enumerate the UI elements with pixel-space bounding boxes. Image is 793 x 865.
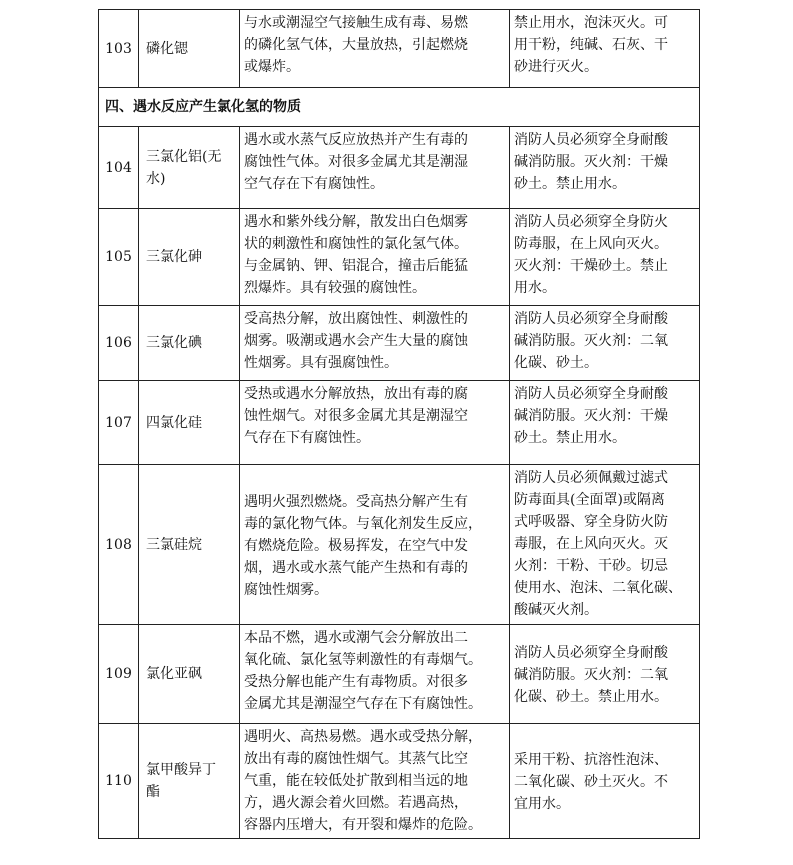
hazard-description: 遇水或水蒸气反应放热并产生有毒的 腐蚀性气体。对很多金属尤其是潮湿 空气存在下有腐蚀性。: [240, 127, 510, 209]
table-row: [99, 625, 700, 724]
table-row: [99, 10, 700, 88]
firefighting-measures: 消防人员必须佩戴过滤式 防毒面具(全面罩)或隔离 式呼吸器、穿全身防火防 毒服，在上风向灭火。灭 火剂：干粉、干砂。切忌 使用水、泡沫、二氧化碳、 酸碱灭火剂。: [510, 465, 700, 625]
hazard-table: [98, 9, 700, 839]
row-number: 108: [99, 465, 139, 625]
substance-name: 三氯硅烷: [139, 465, 240, 625]
section-title: 四、遇水反应产生氯化氢的物质: [99, 88, 700, 127]
firefighting-measures: 消防人员必须穿全身耐酸 碱消防服。灭火剂：干燥 砂土。禁止用水。: [510, 381, 700, 465]
hazard-description: 受高热分解，放出腐蚀性、刺激性的 烟雾。吸潮或遇水会产生大量的腐蚀 性烟雾。具有强腐蚀性。: [240, 306, 510, 381]
table-row: [99, 209, 700, 306]
firefighting-measures: 消防人员必须穿全身耐酸 碱消防服。灭火剂：二氧 化碳、砂土。禁止用水。: [510, 625, 700, 724]
firefighting-measures: 采用干粉、抗溶性泡沫、 二氧化碳、砂土灭火。不 宜用水。: [510, 724, 700, 839]
firefighting-measures: 消防人员必须穿全身耐酸 碱消防服。灭火剂：二氧 化碳、砂土。: [510, 306, 700, 381]
hazard-description: 受热或遇水分解放热，放出有毒的腐 蚀性烟气。对很多金属尤其是潮湿空 气存在下有腐蚀性。: [240, 381, 510, 465]
firefighting-measures: 禁止用水，泡沫灭火。可 用干粉，纯碱、石灰、干 砂进行灭火。: [510, 10, 700, 88]
table-row: [99, 465, 700, 625]
firefighting-measures: 消防人员必须穿全身耐酸 碱消防服。灭火剂：干燥 砂土。禁止用水。: [510, 127, 700, 209]
substance-name: 三氯化砷: [139, 209, 240, 306]
substance-name: 磷化锶: [139, 10, 240, 88]
substance-name: 三氯化铝(无 水): [139, 127, 240, 209]
section-header-row: [99, 88, 700, 127]
substance-name: 氯甲酸异丁 酯: [139, 724, 240, 839]
row-number: 106: [99, 306, 139, 381]
table-row: [99, 381, 700, 465]
table-row: [99, 306, 700, 381]
row-number: 109: [99, 625, 139, 724]
row-number: 105: [99, 209, 139, 306]
row-number: 104: [99, 127, 139, 209]
row-number: 110: [99, 724, 139, 839]
hazard-description: 遇明火强烈燃烧。受高热分解产生有 毒的氯化物气体。与氧化剂发生反应， 有燃烧危险。极易挥发，在空气中发 烟，遇水或水蒸气能产生热和有毒的 腐蚀性烟雾。: [240, 465, 510, 625]
firefighting-measures: 消防人员必须穿全身防火 防毒服，在上风向灭火。 灭火剂：干燥砂土。禁止 用水。: [510, 209, 700, 306]
table-row: [99, 724, 700, 839]
row-number: 107: [99, 381, 139, 465]
table-row: [99, 127, 700, 209]
hazard-description: 与水或潮湿空气接触生成有毒、易燃 的磷化氢气体，大量放热，引起燃烧 或爆炸。: [240, 10, 510, 88]
row-number: 103: [99, 10, 139, 88]
substance-name: 三氯化碘: [139, 306, 240, 381]
hazard-description: 遇水和紫外线分解，散发出白色烟雾 状的刺激性和腐蚀性的氯化氢气体。 与金属钠、钾、铝混合，撞击后能猛 烈爆炸。具有较强的腐蚀性。: [240, 209, 510, 306]
hazard-description: 本品不燃，遇水或潮气会分解放出二 氧化硫、氯化氢等刺激性的有毒烟气。 受热分解也能产生有毒物质。对很多 金属尤其是潮湿空气存在下有腐蚀性。: [240, 625, 510, 724]
substance-name: 四氯化硅: [139, 381, 240, 465]
substance-name: 氯化亚砜: [139, 625, 240, 724]
hazard-description: 遇明火、高热易燃。遇水或受热分解， 放出有毒的腐蚀性烟气。其蒸气比空 气重，能在较低处扩散到相当远的地 方，遇火源会着火回燃。若遇高热， 容器内压增大，有开裂和爆炸的危险。: [240, 724, 510, 839]
